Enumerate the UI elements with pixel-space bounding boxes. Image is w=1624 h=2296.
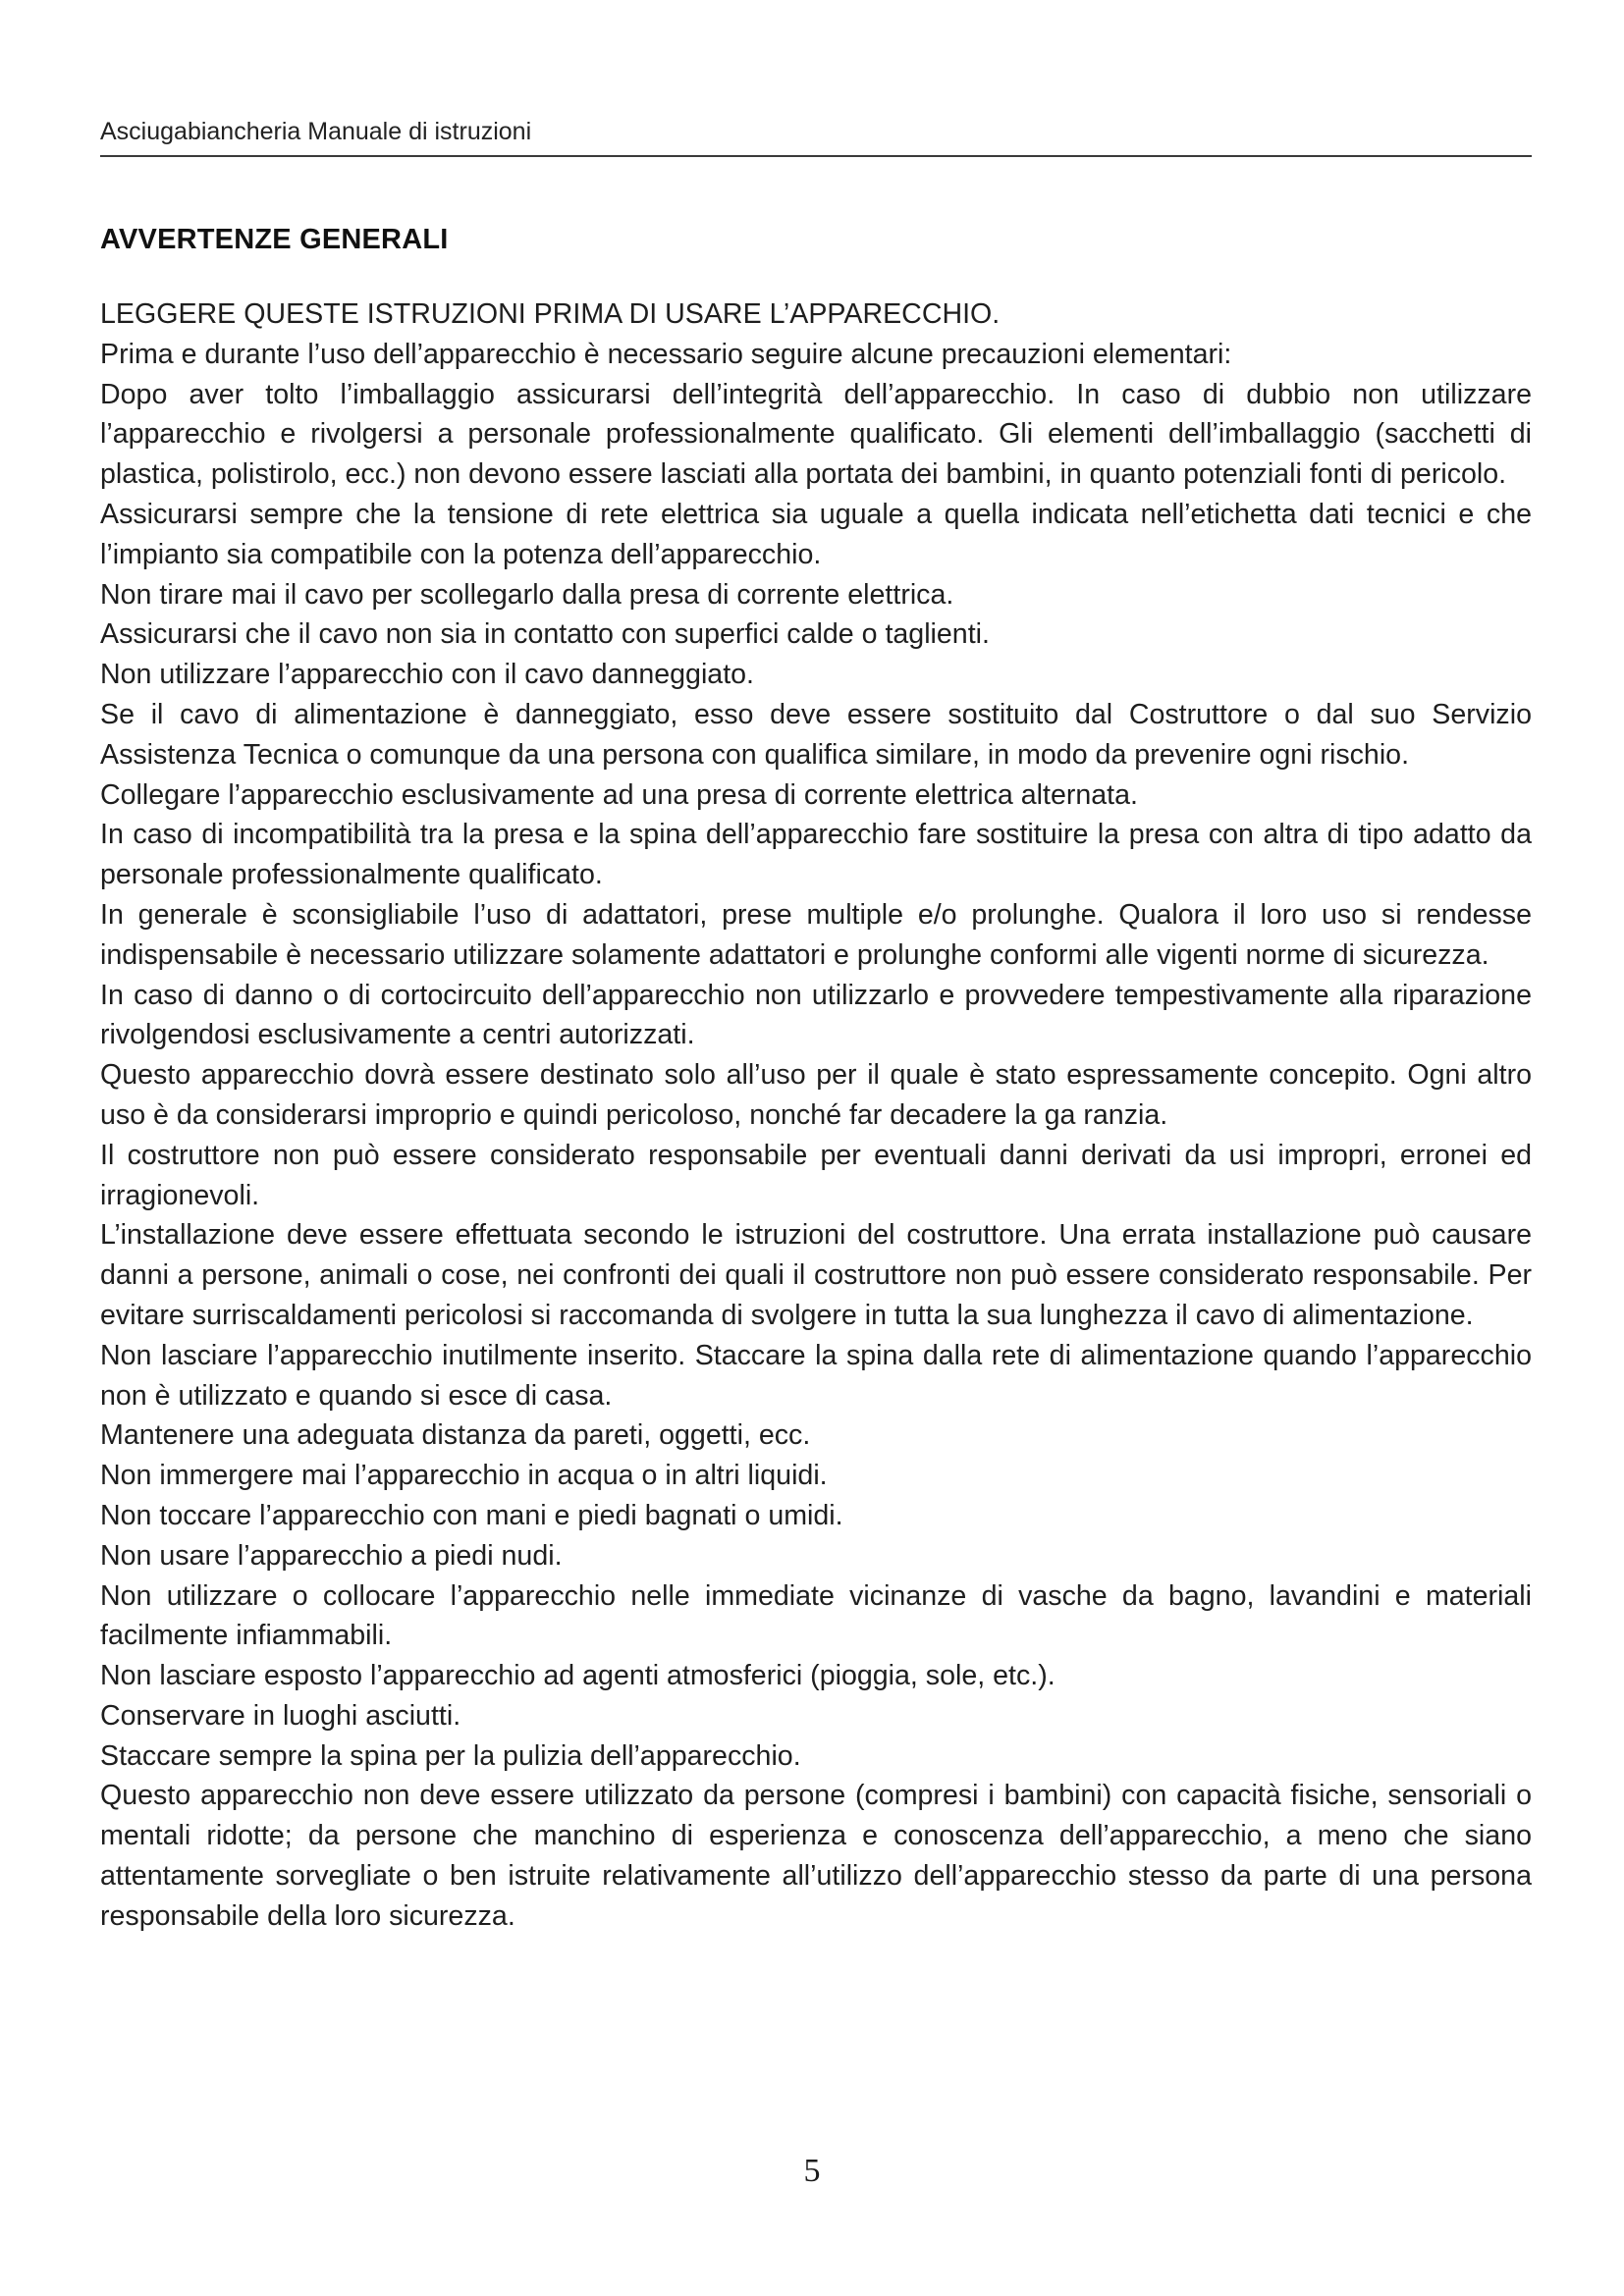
- section-title: AVVERTENZE GENERALI: [100, 224, 449, 255]
- paragraph: Staccare sempre la spina per la pulizia dell’apparecchio.: [100, 1739, 801, 1772]
- paragraph: In caso di danno o di cortocircuito dell’apparecchio non utilizzarlo e provvedere tempestivamente alla riparazione rivolgendosi esclusivamente a centri autorizzati.: [100, 979, 1532, 1051]
- paragraph: Non toccare l’apparecchio con mani e piedi bagnati o umidi.: [100, 1499, 843, 1531]
- paragraph: In caso di incompatibilità tra la presa e la spina dell’apparecchio fare sostituire la presa con altra di tipo adatto da personale professionalmente qualificato.: [100, 819, 1532, 891]
- header-divider: [100, 155, 1532, 157]
- intro-warning: LEGGERE QUESTE ISTRUZIONI PRIMA DI USARE L’APPARECCHIO.: [100, 298, 1001, 330]
- paragraph: Collegare l’apparecchio esclusivamente ad una presa di corrente elettrica alternata.: [100, 778, 1138, 811]
- paragraph: Non lasciare l’apparecchio inutilmente inserito. Staccare la spina dalla rete di alimentazione quando l’apparecchio non è utilizzato e quando si esce di casa.: [100, 1339, 1532, 1412]
- paragraph: Se il cavo di alimentazione è danneggiato, esso deve essere sostituito dal Costruttore o dal suo Servizio Assistenza Tecnica o comunque da una persona con qualifica similare, in modo da prevenire ogni rischio.: [100, 698, 1532, 771]
- paragraph: Conservare in luoghi asciutti.: [100, 1699, 461, 1732]
- paragraph: Non utilizzare o collocare l’apparecchio nelle immediate vicinanze di vasche da bagno, lavandini e materiali facilmente infiammabili.: [100, 1579, 1532, 1652]
- paragraph: Questo apparecchio non deve essere utilizzato da persone (compresi i bambini) con capacità fisiche, sensoriali o mentali ridotte; da persone che manchino di esperienza e conoscenza dell’apparecchio, a meno che siano attentamente sorvegliate o ben istruite relativamente all’utilizzo dell’apparecchio stesso da parte di una persona responsabile della loro sicurezza.: [100, 1780, 1532, 1932]
- paragraph: Prima e durante l’uso dell’apparecchio è necessario seguire alcune precauzioni elementari:: [100, 338, 1232, 370]
- paragraph: Non utilizzare l’apparecchio con il cavo danneggiato.: [100, 659, 755, 691]
- paragraph: Questo apparecchio dovrà essere destinato solo all’uso per il quale è stato espressamente concepito. Ogni altro uso è da considerarsi improprio e quindi pericoloso, nonché far decadere la ga ranzia.: [100, 1059, 1532, 1131]
- paragraph: Non tirare mai il cavo per scollegarlo dalla presa di corrente elettrica.: [100, 578, 954, 611]
- paragraph: Assicurarsi che il cavo non sia in contatto con superfici calde o taglienti.: [100, 618, 990, 651]
- paragraph: Mantenere una adeguata distanza da pareti, oggetti, ecc.: [100, 1419, 811, 1452]
- running-header: Asciugabiancheria Manuale di istruzioni: [100, 118, 532, 145]
- warnings-body: [100, 294, 1532, 1937]
- paragraph: Non usare l’apparecchio a piedi nudi.: [100, 1539, 563, 1572]
- paragraph: L’installazione deve essere effettuata secondo le istruzioni del costruttore. Una errata installazione può causare danni a persone, animali o cose, nei confronti dei quali il costruttore non può essere considerato responsabile. Per evitare surriscaldamenti pericolosi si raccomanda di svolgere in tutta la sua lunghezza il cavo di alimentazione.: [100, 1219, 1532, 1331]
- paragraph: Assicurarsi sempre che la tensione di rete elettrica sia uguale a quella indicata nell’etichetta dati tecnici e che l’impianto sia compatibile con la potenza dell’apparecchio.: [100, 498, 1532, 570]
- page-number: 5: [803, 2153, 821, 2189]
- paragraph: Non immergere mai l’apparecchio in acqua o in altri liquidi.: [100, 1460, 828, 1492]
- paragraph: Dopo aver tolto l’imballaggio assicurarsi dell’integrità dell’apparecchio. In caso di dubbio non utilizzare l’apparecchio e rivolgersi a personale professionalmente qualificato. Gli elementi dell’imballaggio (sacchetti di plastica, polistirolo, ecc.) non devono essere lasciati alla portata dei bambini, in quanto potenziali fonti di pericolo.: [100, 378, 1532, 491]
- paragraph: Non lasciare esposto l’apparecchio ad agenti atmosferici (pioggia, sole, etc.).: [100, 1660, 1056, 1692]
- paragraph: In generale è sconsigliabile l’uso di adattatori, prese multiple e/o prolunghe. Qualora il loro uso si rendesse indispensabile è necessario utilizzare solamente adattatori e prolunghe conformi alle vigenti norme di sicurezza.: [100, 898, 1532, 971]
- paragraph: Il costruttore non può essere considerato responsabile per eventuali danni derivati da usi impropri, erronei ed irragionevoli.: [100, 1139, 1532, 1211]
